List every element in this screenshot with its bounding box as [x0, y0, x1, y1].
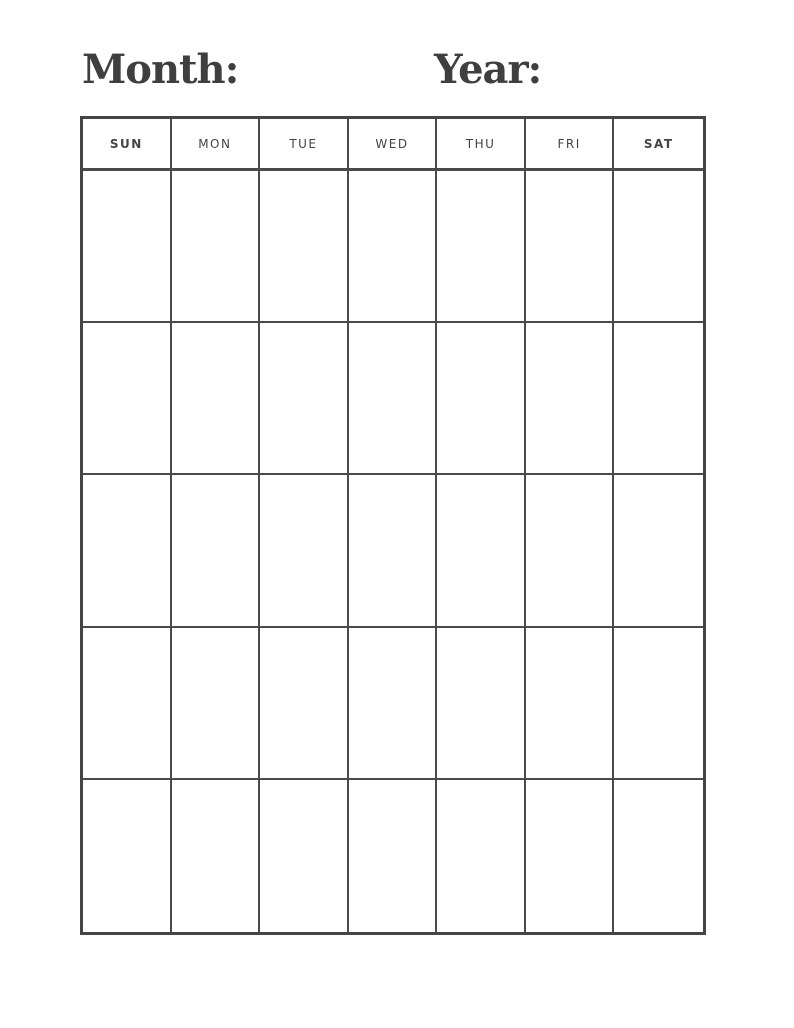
date-cell	[437, 780, 526, 932]
date-cell	[526, 780, 615, 932]
date-cell	[437, 475, 526, 627]
day-header-wed: WED	[349, 119, 438, 171]
date-cell	[526, 171, 615, 323]
date-cell	[349, 628, 438, 780]
date-cell	[437, 171, 526, 323]
date-cell	[614, 475, 703, 627]
date-cell	[83, 475, 172, 627]
year-label: Year:	[434, 46, 542, 93]
date-cell	[526, 323, 615, 475]
date-cell	[83, 628, 172, 780]
date-cell	[437, 628, 526, 780]
date-cell	[260, 780, 349, 932]
day-header-mon: MON	[172, 119, 261, 171]
day-header-sat: SAT	[614, 119, 703, 171]
date-cell	[260, 628, 349, 780]
date-cell	[172, 780, 261, 932]
date-cell	[83, 171, 172, 323]
date-cell	[260, 475, 349, 627]
date-cell	[349, 780, 438, 932]
date-cell	[614, 780, 703, 932]
date-cell	[437, 323, 526, 475]
date-cell	[260, 323, 349, 475]
day-header-sun: SUN	[83, 119, 172, 171]
date-cell	[614, 171, 703, 323]
day-header-tue: TUE	[260, 119, 349, 171]
date-cell	[614, 628, 703, 780]
date-cell	[172, 628, 261, 780]
date-cell	[83, 323, 172, 475]
date-cell	[172, 323, 261, 475]
date-cell	[526, 475, 615, 627]
month-label: Month:	[82, 46, 239, 93]
day-header-thu: THU	[437, 119, 526, 171]
date-cell	[349, 475, 438, 627]
date-cell	[83, 780, 172, 932]
date-cell	[172, 475, 261, 627]
day-header-fri: FRI	[526, 119, 615, 171]
date-cell	[172, 171, 261, 323]
calendar-grid	[80, 116, 706, 935]
date-cell	[614, 323, 703, 475]
date-cell	[349, 323, 438, 475]
date-cell	[526, 628, 615, 780]
date-cell	[349, 171, 438, 323]
date-cell	[260, 171, 349, 323]
